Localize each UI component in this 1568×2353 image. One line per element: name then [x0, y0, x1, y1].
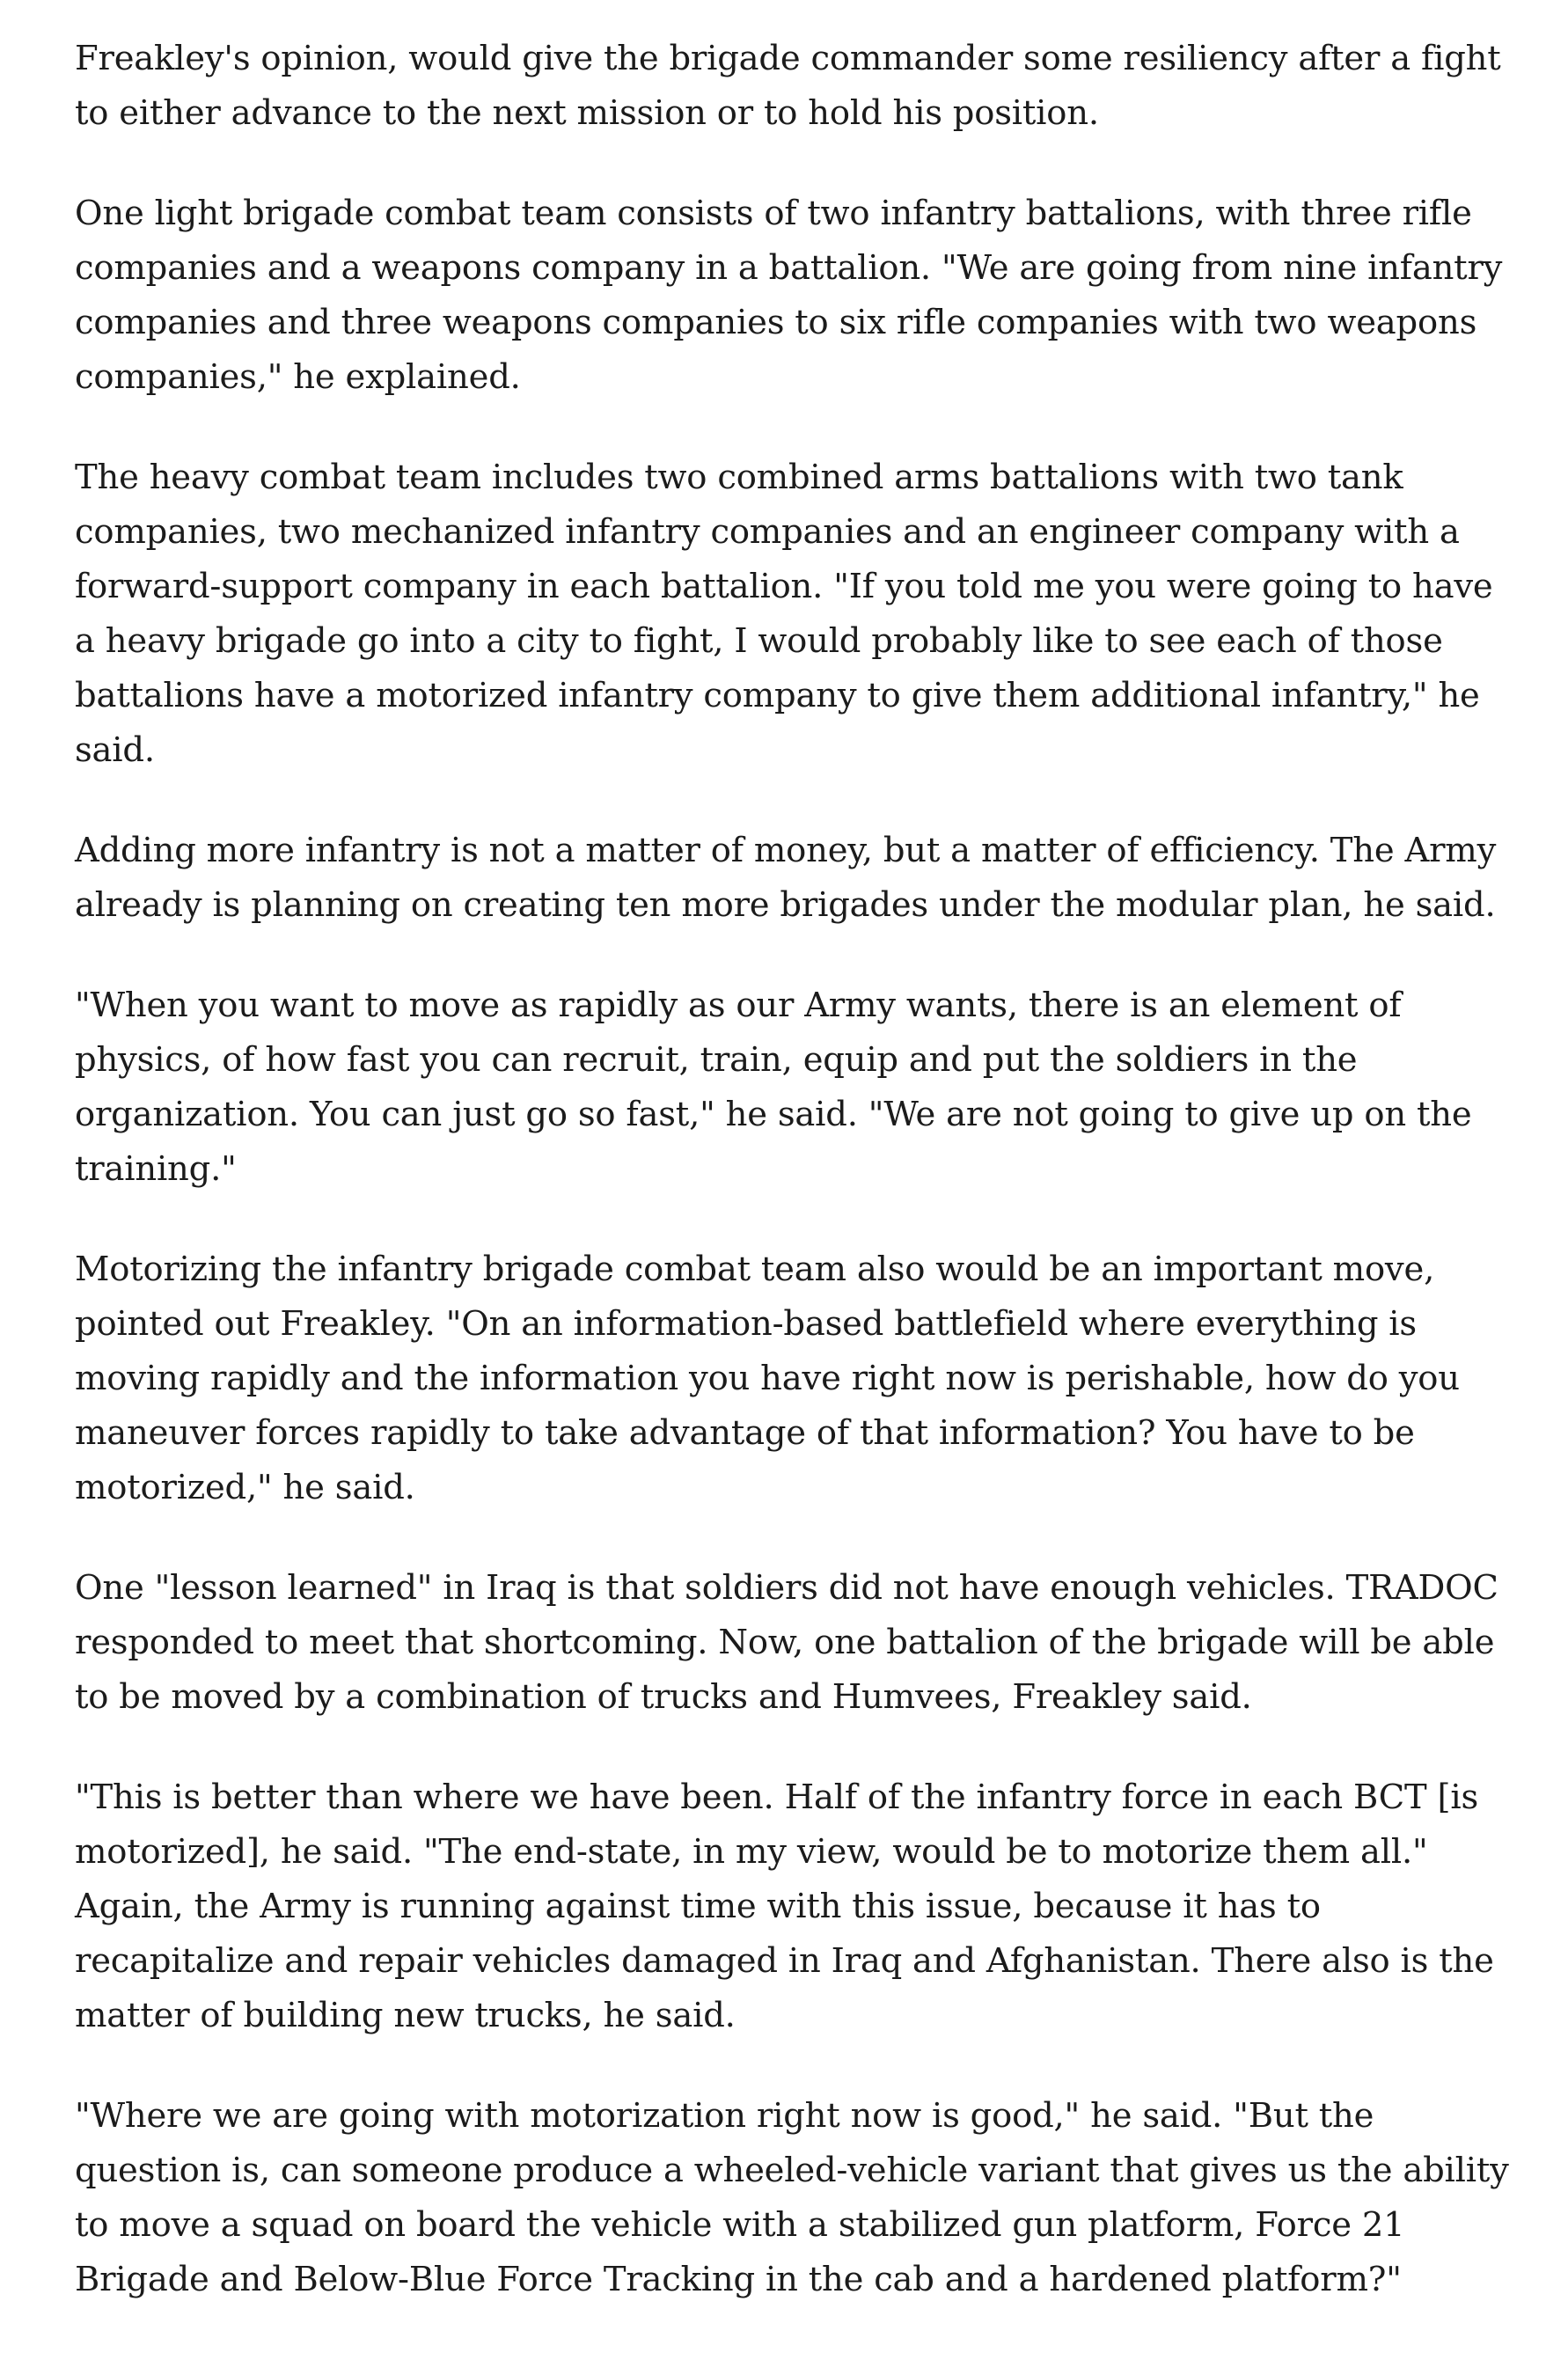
- paragraph: One light brigade combat team consists of two infantry battalions, with three rifle companies and a weapons company in a battalion. "We are going from nine infantry companies and three weapons companies to six rifle companies with two weapons companies," he explained.: [75, 194, 1503, 397]
- paragraph: Freakley's opinion, would give the brigade commander some resiliency after a fight to either advance to the next mission or to hold his position.: [75, 39, 1501, 133]
- paragraph: "When you want to move as rapidly as our Army wants, there is an element of physics, of how fast you can recruit, train, equip and put the soldiers in the organization. You can just go so fast," he said. "We are not going to give up on the training.": [75, 986, 1472, 1189]
- article-body: [75, 32, 1518, 2353]
- paragraph: Adding more infantry is not a matter of money, but a matter of efficiency. The Army already is planning on creating ten more brigades under the modular plan, he said.: [75, 831, 1497, 925]
- paragraph: "Where we are going with motorization right now is good," he said. "But the question is, can someone produce a wheeled-vehicle variant that gives us the ability to move a squad on board the vehicle with a stabilized gun platform, Force 21 Brigade and Below-Blue Force Tracking in the cab and a hardened platform?": [75, 2096, 1509, 2299]
- paragraph: Motorizing the infantry brigade combat team also would be an important move, pointed out Freakley. "On an information-based battlefield where everything is moving rapidly and the information you have right now is perishable, how do you maneuver forces rapidly to take advantage of that information? You have to be motorized," he said.: [75, 1250, 1460, 1507]
- paragraph: The heavy combat team includes two combined arms battalions with two tank companies, two mechanized infantry companies and an engineer company with a forward-support company in each battalion. "If you told me you were going to have a heavy brigade go into a city to fight, I would probably like to see each of those battalions have a motorized infantry company to give them additional infantry," he said.: [75, 458, 1493, 770]
- paragraph: One "lesson learned" in Iraq is that soldiers did not have enough vehicles. TRADOC responded to meet that shortcoming. Now, one battalion of the brigade will be able to be moved by a combination of trucks and Humvees, Freakley said.: [75, 1568, 1498, 1717]
- paragraph: "This is better than where we have been. Half of the infantry force in each BCT [is motorized], he said. "The end-state, in my view, would be to motorize them all." Again, the Army is running against time with this issue, because it has to recapitalize and repair vehicles damaged in Iraq and Afghanistan. There also is the matter of building new trucks, he said.: [75, 1778, 1494, 2035]
